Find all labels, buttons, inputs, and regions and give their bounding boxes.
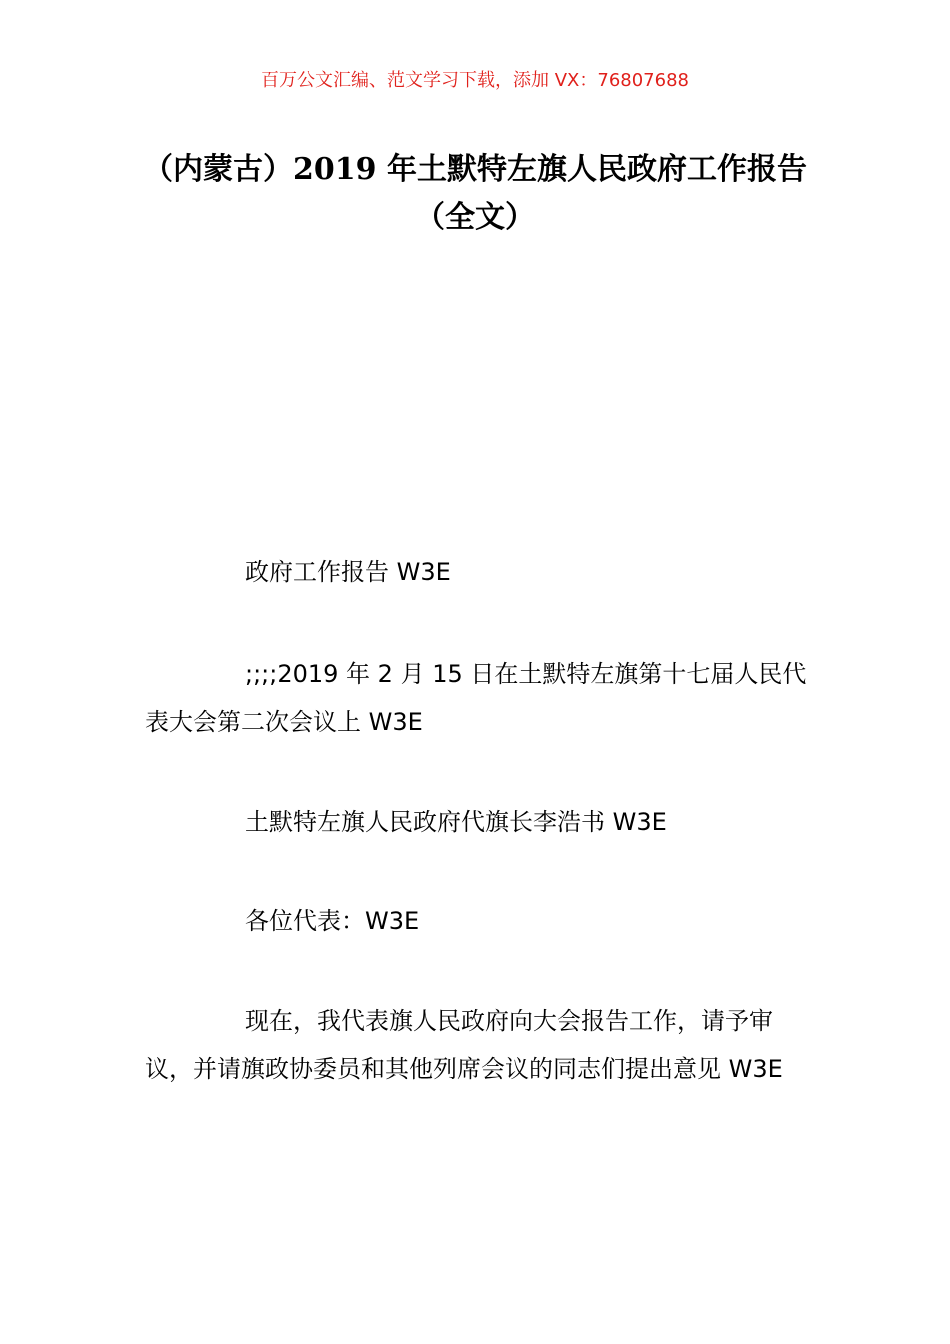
paragraph-opening: 现在，我代表旗人民政府向大会报告工作，请予审议，并请旗政协委员和其他列席会议的同志们提出意见 W3E — [145, 1007, 783, 1083]
paragraph-speaker: 土默特左旗人民政府代旗长李浩书 W3E — [245, 808, 667, 836]
paragraph-report-label: 政府工作报告 W3E — [245, 558, 451, 586]
paragraph-meeting-date: ;;;;2019 年 2 月 15 日在土默特左旗第十七届人民代表大会第二次会议上 W3E — [145, 660, 807, 736]
document-title: （内蒙古）2019 年土默特左旗人民政府工作报告（全文） — [143, 152, 807, 235]
paragraph-salutation: 各位代表：W3E — [245, 907, 420, 935]
header-promo-note: 百万公文汇编、范文学习下载，添加 VX：76807688 — [261, 70, 689, 91]
